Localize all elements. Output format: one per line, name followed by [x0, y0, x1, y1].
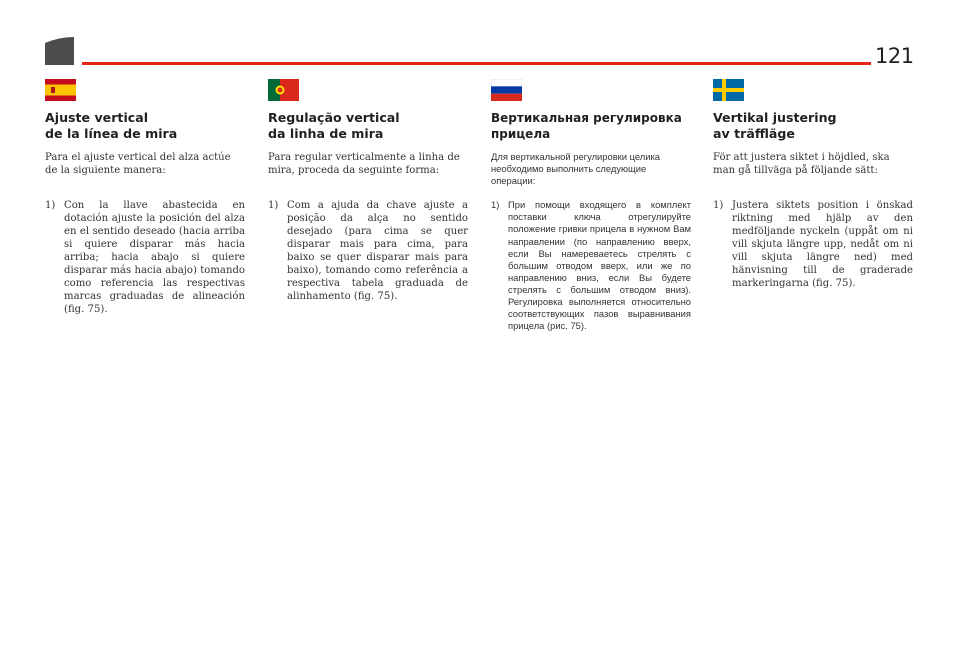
- step-number: 1): [45, 200, 56, 211]
- column-russian: [491, 79, 691, 332]
- section-heading: Regulação vertical da linha de mira: [268, 110, 400, 141]
- header-rule: [82, 62, 871, 65]
- step-text: Justera siktets position i önskad riktning med hjälp av den medföljande nyckeln (uppåt om ni vill skjuta längre upp, nedåt om ni vill skjuta längre ned) med hänvisning till de graderade markeringarna (fig. 75).: [732, 200, 913, 289]
- column-swedish: [713, 79, 913, 290]
- step-number: 1): [491, 199, 500, 211]
- step-text: При помощи входящего в комплект поставки ключа отрегулируйте положение гривки прицела в нужном Вам направлении (по направлению вверх, если Вы намереваетесь стрелять с большим отводом вверх, или же по направлению вниз, если Вы будете стрелять с большим отводом вниз). Регулировка выполняется относительно соответствующих пазов выравнивания прицела (рис. 75).: [508, 199, 691, 332]
- step-number: 1): [268, 200, 279, 211]
- section-heading: Ajuste vertical de la línea de mira: [45, 110, 178, 141]
- step-item: [491, 199, 691, 332]
- step-item: [45, 199, 245, 316]
- column-spanish: [45, 79, 245, 316]
- column-portuguese: [268, 79, 468, 303]
- intro-text: Para el ajuste vertical del alza actúe de la siguiente manera:: [45, 152, 231, 176]
- russia-flag-icon: [491, 79, 522, 101]
- portugal-flag-icon: [268, 79, 299, 101]
- section-heading: Вертикальная регулировка прицела: [491, 111, 682, 141]
- intro-text: För att justera siktet i höjdled, ska man gå tillväga på följande sätt:: [713, 152, 890, 176]
- step-text: Com a ajuda da chave ajuste a posição da alça no sentido desejado (para cima se quer disparar mais para cima, para baixo se quer disparar mais para baixo), tomando como referência a respectiva tabela graduada de alinhamento (fig. 75).: [287, 200, 468, 302]
- chapter-tab-icon: [45, 37, 74, 65]
- intro-text: Для вертикальной регулировки целика необходимо выполнить следующие операции:: [491, 151, 661, 187]
- step-item: [268, 199, 468, 303]
- sweden-flag-icon: [713, 79, 744, 101]
- page-number: 121: [875, 44, 914, 68]
- step-number: 1): [713, 200, 724, 211]
- step-text: Con la llave abastecida en dotación ajuste la posición del alza en el sentido deseado (hacia arriba si quiere disparar más hacia arriba; hacia abajo si quiere disparar más hacia abajo) tomando como referencia las respectivas marcas graduadas de alineación (fig. 75).: [64, 200, 245, 315]
- spain-flag-icon: [45, 79, 76, 101]
- intro-text: Para regular verticalmente a linha de mira, proceda da seguinte forma:: [268, 152, 460, 176]
- step-item: [713, 199, 913, 290]
- section-heading: Vertikal justering av träffläge: [713, 110, 837, 141]
